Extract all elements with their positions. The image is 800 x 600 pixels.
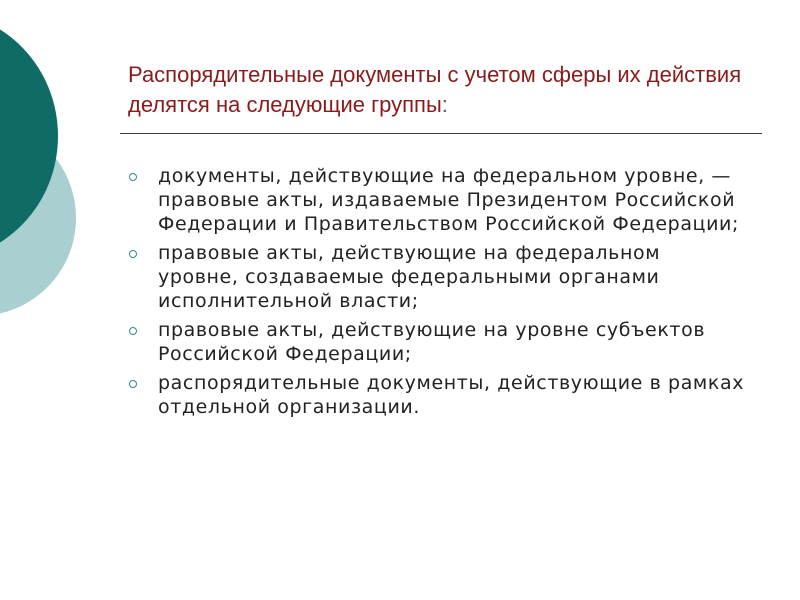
bullet-text: распорядительные документы, действующие в рамках отдельной организации.	[158, 372, 745, 418]
bullet-circle-icon	[129, 327, 137, 335]
slide-title-text: Распорядительные документы с учетом сферы их действия делятся на следующие группы	[128, 62, 742, 117]
slide-title-colon: :	[441, 92, 448, 117]
title-divider	[120, 133, 762, 134]
bullet-item-federal-executive	[126, 241, 746, 313]
bullet-circle-icon	[129, 173, 137, 181]
bullet-text: правовые акты, действующие на уровне субъектов Российской Федерации;	[158, 319, 706, 365]
bullet-item-organization	[126, 371, 746, 419]
bullet-list	[126, 164, 746, 424]
bullet-text: правовые акты, действующие на федеральном уровне, создаваемые федеральными органами исполнительной власти;	[158, 242, 661, 312]
bullet-circle-icon	[129, 380, 137, 388]
bullet-circle-icon	[129, 250, 137, 258]
bullet-item-regional	[126, 318, 746, 366]
slide-title	[128, 60, 768, 120]
bullet-item-federal-president	[126, 164, 746, 236]
bullet-text: документы, действующие на федеральном уровне, — правовые акты, издаваемые Президентом Российской Федерации и Правительством Российской Федерации;	[158, 165, 739, 235]
